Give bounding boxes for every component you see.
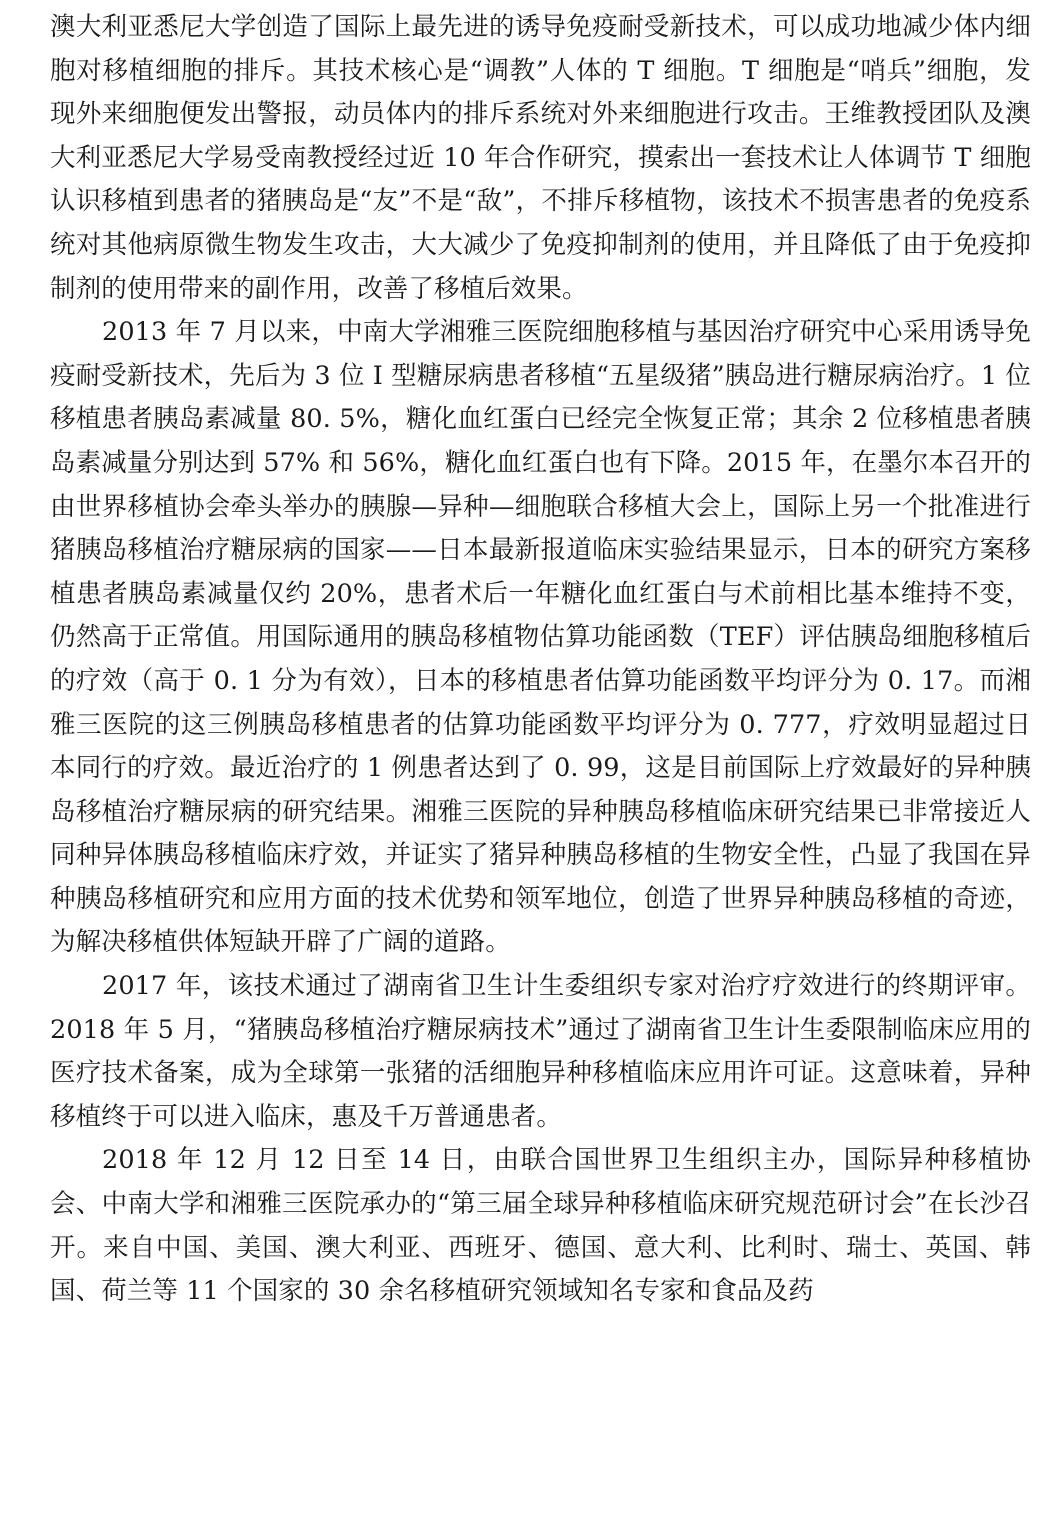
paragraph-1: 澳大利亚悉尼大学创造了国际上最先进的诱导免疫耐受新技术，可以成功地减少体内细胞对移植细胞的排斥。其技术核心是“调教”人体的 T 细胞。T 细胞是“哨兵”细胞，发现外来细胞便发出警报，动员体内的排斥系统对外来细胞进行攻击。王维教授团队及澳大利亚悉尼大学易受南教授经过近 10 年合作研究，摸索出一套技术让人体调节 T 细胞认识移植到患者的猪胰岛是“友”不是“敌”，不排斥移植物，该技术不损害患者的免疫系统对其他病原微生物发生攻击，大大减少了免疫抑制剂的使用，并且降低了由于免疫抑制剂的使用带来的副作用，改善了移植后效果。 bbox=[50, 12, 1031, 304]
paragraph-3: 2017 年，该技术通过了湖南省卫生计生委组织专家对治疗疗效进行的终期评审。2018 年 5 月，“猪胰岛移植治疗糖尿病技术”通过了湖南省卫生计生委限制临床应用的医疗技术备案，成为全球第一张猪的活细胞异种移植临床应用许可证。这意味着，异种移植终于可以进入临床，惠及千万普通患者。 bbox=[50, 971, 1031, 1132]
paragraph-4: 2018 年 12 月 12 日至 14 日，由联合国世界卫生组织主办，国际异种移植协会、中南大学和湘雅三医院承办的“第三届全球异种移植临床研究规范研讨会”在长沙召开。来自中国、美国、澳大利亚、西班牙、德国、意大利、比利时、瑞士、英国、韩国、荷兰等 11 个国家的 30 余名移植研究领域知名专家和食品及药 bbox=[50, 1145, 1031, 1307]
paragraph-2: 2013 年 7 月以来，中南大学湘雅三医院细胞移植与基因治疗研究中心采用诱导免疫耐受新技术，先后为 3 位 I 型糖尿病患者移植“五星级猪”胰岛进行糖尿病治疗。1 位移植患者胰岛素减量 80. 5%，糖化血红蛋白已经完全恢复正常；其余 2 位移植患者胰岛素减量分别达到 57% 和 56%，糖化血红蛋白也有下降。2015 年，在墨尔本召开的由世界移植协会牵头举办的胰腺—异种—细胞联合移植大会上，国际上另一个批准进行猪胰岛移植治疗糖尿病的国家——日本最新报道临床实验结果显示，日本的研究方案移植患者胰岛素减量仅约 20%，患者术后一年糖化血红蛋白与术前相比基本维持不变，仍然高于正常值。用国际通用的胰岛移植物估算功能函数（TEF）评估胰岛细胞移植后的疗效（高于 0. 1 分为有效），日本的移植患者估算功能函数平均评分为 0. 17。而湘雅三医院的这三例胰岛移植患者的估算功能函数平均评分为 0. 777，疗效明显超过日本同行的疗效。最近治疗的 1 例患者达到了 0. 99，这是目前国际上疗效最好的异种胰岛移植治疗糖尿病的研究结果。湘雅三医院的异种胰岛移植临床研究结果已非常接近人同种异体胰岛移植临床疗效，并证实了猪异种胰岛移植的生物安全性，凸显了我国在异种胰岛移植研究和应用方面的技术优势和领军地位，创造了世界异种胰岛移植的奇迹，为解决移植供体短缺开辟了广阔的道路。 bbox=[50, 317, 1031, 958]
